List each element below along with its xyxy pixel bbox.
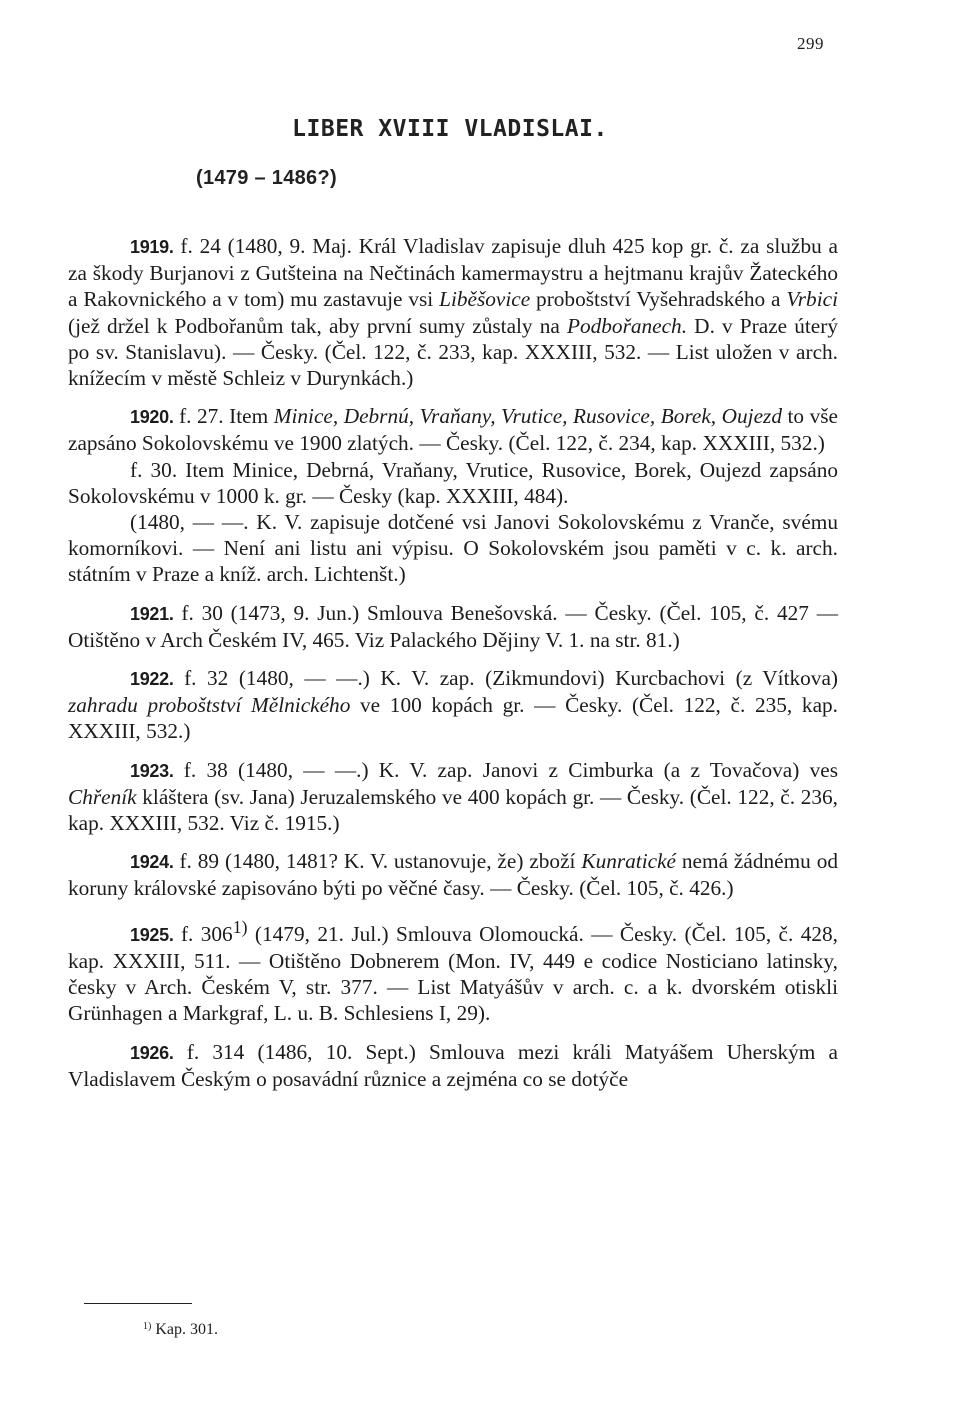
entry-text: f. 27. Item <box>173 404 274 429</box>
entry-text: (jež držel k Podbořanům tak, aby první sumy zůstaly na <box>68 313 567 338</box>
place-name: Minice, Debrnú, Vraňany, Vrutice, Rusovice, Borek, Oujezd <box>273 404 782 429</box>
entry-1926 <box>68 1039 838 1092</box>
entry-text: proboštství Vyšehradského a <box>530 287 787 312</box>
entry-number: 1921. <box>130 603 174 624</box>
entry-text: f. 30. Item Minice, Debrná, Vraňany, Vrutice, Rusovice, Borek, Oujezd zapsáno Sokolovskému v 1000 k. gr. — Česky (kap. XXXIII, 484). <box>68 457 838 508</box>
entry-1922 <box>68 665 838 745</box>
entry-number: 1925. <box>130 924 174 945</box>
footnote-divider <box>84 1303 192 1304</box>
place-name: zahradu proboštství Mělnického <box>68 693 351 718</box>
entry-1921 <box>68 600 838 653</box>
entry-number: 1926. <box>130 1042 174 1063</box>
place-name: Liběšovice <box>439 287 531 312</box>
entry-text: to vše zapsáno Sokolovskému ve 1900 zlatých. — Česky. (Čel. 122, č. 234, kap. XXXIII, 532.) <box>68 404 838 456</box>
entry-text: f. 306 <box>173 921 233 946</box>
place-name: Kunratické <box>581 849 676 874</box>
entry-1920 <box>68 403 838 456</box>
entry-text: f. 38 (1480, — —.) K. V. zap. Janovi z Cimburka (a z Tovačova) ves <box>173 757 838 782</box>
entry-number: 1922. <box>130 669 174 690</box>
entry-text: f. 32 (1480, — —.) K. V. zap. (Zikmundovi) Kurcbachovi (z Vítkova) <box>173 666 838 691</box>
place-name: Vrbici <box>786 287 838 312</box>
entry-text: f. 314 (1486, 10. Sept.) Smlouva mezi králi Matyášem Uherským a Vladislavem Českým o posavádní různice a zejména co se dotýče <box>68 1039 838 1091</box>
entry-text: f. 30 (1473, 9. Jun.) Smlouva Benešovská. — Česky. (Čel. 105, č. 427 — Otištěno v Arch Českém IV, 465. Viz Palackého Dějiny V. 1. na str. 81.) <box>68 600 838 652</box>
entry-1920b <box>68 457 838 509</box>
entry-number: 1920. <box>130 407 174 428</box>
entry-number: 1923. <box>130 760 174 781</box>
entry-text: (1480, — —. K. V. zapisuje dotčené vsi Janovi Sokolovskému z Vranče, svému komorníkovi. — Není ani listu ani výpisu. O Sokolovském jsou paměti v c. k. arch. státním v Praze a kníž. arch. Lichtenšt.) <box>68 510 838 587</box>
entry-number: 1919. <box>130 237 174 257</box>
entry-text: ve 100 kopách gr. — Česky. (Čel. 122, č. 235, kap. XXXIII, 532.) <box>68 693 838 744</box>
footnote-marker: 1) <box>143 1321 152 1332</box>
entry-1919 <box>68 233 838 391</box>
entry-text: nemá žádnému od koruny královské zapisováno býti po věčné časy. — Česky. (Čel. 105, č. 426.) <box>68 849 838 901</box>
entry-1925 <box>68 914 838 1027</box>
footnote-ref: 1) <box>232 916 248 937</box>
footnote <box>143 1321 218 1339</box>
page-number: 299 <box>797 34 824 53</box>
entry-1923 <box>68 757 838 837</box>
entry-number: 1924. <box>130 852 174 873</box>
book-date-range: (1479 – 1486?) <box>196 167 337 189</box>
book-title: LIBER XVIII VLADISLAI. <box>292 116 608 142</box>
entry-text: D. v Praze úterý po sv. Stanislavu). — Česky. (Čel. 122, č. 233, kap. XXXIII, 532. — List uložen v arch. knížecím v městě Schleiz v Durynkách.) <box>68 313 838 391</box>
entry-text: kláštera (sv. Jana) Jeruzalemského ve 400 kopách gr. — Česky. (Čel. 122, č. 236, kap. XXXIII, 532. Viz č. 1915.) <box>68 784 838 836</box>
entry-text: f. 24 (1480, 9. Maj. Král Vladislav zapisuje dluh 425 kop gr. č. za službu a za škody Burjanovi z Gutšteina na Nečtinách kamermaystru a hejtmanu krajův Žateckého a Rakovnického a v tom) mu zastavuje vsi <box>68 234 838 312</box>
entry-1924 <box>68 848 838 901</box>
entry-text: f. 89 (1480, 1481? K. V. ustanovuje, že) zboží <box>173 849 582 874</box>
footnote-text: Kap. 301. <box>155 1321 218 1338</box>
entry-1920c <box>68 509 838 588</box>
entries-body <box>68 233 838 1104</box>
entry-text: (1479, 21. Jul.) Smlouva Olomoucká. — Česky. (Čel. 105, č. 428, kap. XXXIII, 511. — Otištěno Dobnerem (Mon. IV, 449 e codice Nosticiano latinsky, česky v Arch. Českém V, str. 377. — List Matyášův v arch. c. a k. dvorském otiskli Grünhagen a Markgraf, L. u. B. Schlesiens I, 29). <box>68 921 838 1026</box>
place-name: Chřeník <box>68 784 137 809</box>
place-name: Podbořanech. <box>566 313 688 338</box>
